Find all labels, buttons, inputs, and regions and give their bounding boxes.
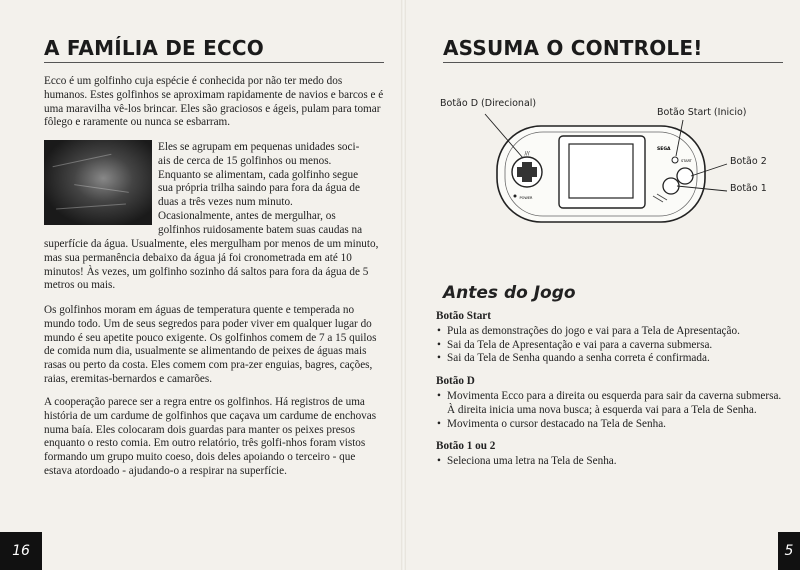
list-item: • Movimenta o cursor destacado na Tela de Senha. xyxy=(446,418,791,432)
p2-line: golfinhos ruidosamente batem suas caudas na xyxy=(158,223,363,236)
section-subtitle: Antes do Jogo xyxy=(443,283,576,303)
right-page xyxy=(405,0,800,570)
game-gear-diagram xyxy=(435,92,795,242)
title-rule xyxy=(443,62,783,63)
paragraph-2-wrapped xyxy=(158,141,388,238)
dpad-label: Botão D (Direcional) xyxy=(440,98,537,109)
section-title: Botão Start xyxy=(436,310,491,322)
p2-line: Ocasionalmente, antes de mergulhar, os xyxy=(158,209,336,222)
page-number-right: 5 xyxy=(778,532,800,570)
svg-text:///: /// xyxy=(524,151,530,157)
paragraph-3: Os golfinhos moram em águas de temperatura quente e temperada no mundo todo. Um de seus segredos para poder viver em qualquer lugar do mundo é seu apetite pouco exigente. Os golfinhos comem de 7 a 15 quilos de comida num dia, usualmente se alimentando de peixes de águas mais rasas ou perto da costa. Eles comem com pra-zer enguias, bagres, cações, raias, eremitas-bernardos e camarões. xyxy=(44,304,377,385)
d-button-list xyxy=(436,390,791,431)
paragraph-1: Ecco é um golfinho cuja espécie é conhecida por não ter medo dos humanos. Estes golfinhos se aproximam rapidamente de navios e barcos e é uma maravilha vê-los brincar. Eles são graciosos e ágeis, pulam para tomar fôlego e raramente ou nunca se esbarram. xyxy=(44,75,384,129)
list-item: • Sai da Tela de Senha quando a senha correta é confirmada. xyxy=(446,352,791,366)
page-number-left: 16 xyxy=(0,532,42,570)
start-button-list xyxy=(436,325,791,366)
left-page-title: A FAMÍLIA DE ECCO xyxy=(44,36,264,60)
start-text: START xyxy=(681,159,692,163)
buttons-1-2-list xyxy=(436,455,791,469)
p2-line: duas a três vezes num minuto. xyxy=(158,196,293,209)
list-item: • Pula as demonstrações do jogo e vai para a Tela de Apresentação. xyxy=(446,325,791,339)
section-title: Botão D xyxy=(436,375,475,388)
brand-text: SEGA xyxy=(657,147,671,152)
start-label: Botão Start (Inicio) xyxy=(657,107,747,118)
title-rule xyxy=(44,62,384,63)
power-text: POWER xyxy=(519,196,533,200)
dolphin-photo xyxy=(44,140,152,225)
button2-label: Botão 2 xyxy=(730,156,767,167)
paragraph-2-rest: superfície da água. Usualmente, eles mergulham por menos de um minuto, mas sua permanência debaixo da água já foi cronometrada em até 10 minutos! Às vezes, um golfinho sozinho dá saltos para fora da água de 5 metros ou mais. xyxy=(44,238,379,292)
list-item: • Movimenta Ecco para a direita ou esquerda para sair da caverna submersa. À direita inicia uma nova busca; à esquerda vai para a Tela de Senha. xyxy=(446,390,791,418)
list-item: • Sai da Tela de Apresentação e vai para a caverna submersa. xyxy=(446,339,791,353)
p2-line: Eles se agrupam em pequenas unidades soci- xyxy=(158,141,360,153)
button1-label: Botão 1 xyxy=(730,183,767,194)
list-item: • Seleciona uma letra na Tela de Senha. xyxy=(446,455,791,469)
p2-line: Enquanto se alimentam, cada golfinho segue xyxy=(158,168,359,181)
paragraph-4: A cooperação parece ser a regra entre os golfinhos. Há registros de uma história de um cardume de golfinhos que caçava um cardume de enchovas numa baía. Eles colocaram dois guardas para manter os peixes presos enquanto o resto comia. Em outro relatório, três golfi-nhos foram vistos formando um grupo muito coeso, dois deles apoiando o terceiro - que estava atordoado - ajudando-o a respirar na superfície. xyxy=(44,396,377,477)
section-title: Botão 1 ou 2 xyxy=(436,440,496,453)
p2-line: sua própria trilha saindo para fora da água de xyxy=(158,182,360,195)
right-page-title: ASSUMA O CONTROLE! xyxy=(443,36,703,60)
controls-list xyxy=(436,310,791,475)
p2-line: ais de cerca de 15 golfinhos ou menos. xyxy=(158,154,332,167)
